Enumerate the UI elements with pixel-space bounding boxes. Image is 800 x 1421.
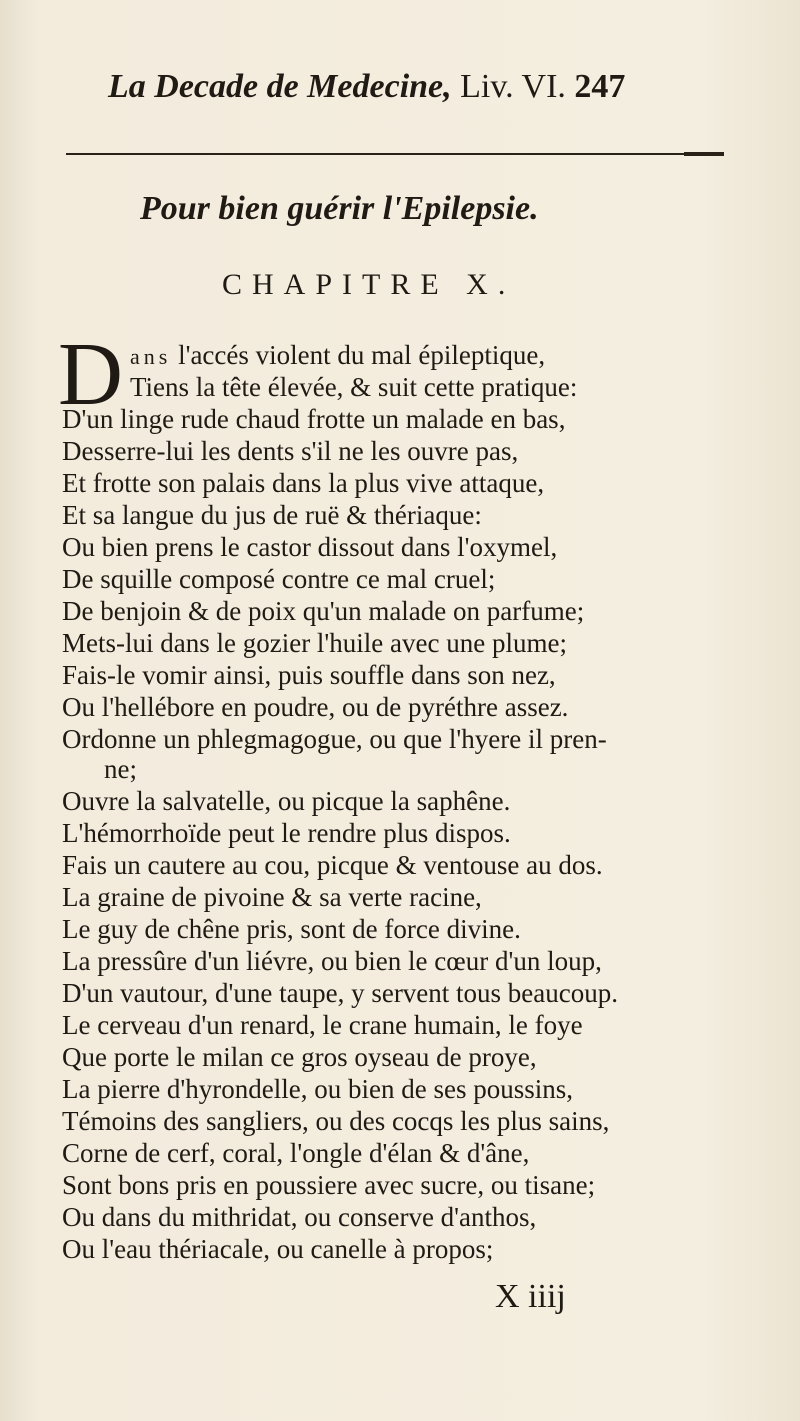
verse-line: Tiens la tête élevée, & suit cette pratique: (130, 372, 578, 402)
verse-line-first (130, 340, 545, 372)
verse-line: Ou l'eau thériacale, ou canelle à propos; (62, 1234, 494, 1264)
verse-line: D'un linge rude chaud frotte un malade en bas, (62, 404, 566, 434)
verse-line: Sont bons pris en poussiere avec sucre, ou tisane; (62, 1170, 596, 1200)
verse-line: Ouvre la salvatelle, ou picque la saphêne. (62, 786, 511, 816)
verse-line: De squille composé contre ce mal cruel; (62, 564, 496, 594)
book-number: Liv. VI. (460, 68, 566, 105)
verse-line: Le guy de chêne pris, sont de force divine. (62, 914, 521, 944)
verse-line: Ordonne un phlegmagogue, ou que l'hyere il pren- (62, 724, 607, 754)
verse-line: La pressûre d'un liévre, ou bien le cœur d'un loup, (62, 946, 602, 976)
verse-line-turnover: ne; (104, 754, 137, 784)
verse-line: Desserre-lui les dents s'il ne les ouvre pas, (62, 436, 519, 466)
verse-line: Ou l'hellébore en poudre, ou de pyréthre assez. (62, 692, 569, 722)
verse-line: L'hémorrhoïde peut le rendre plus dispos. (62, 818, 511, 848)
verse-line: Ou dans du mithridat, ou conserve d'anthos, (62, 1202, 537, 1232)
header-rule (66, 153, 724, 155)
running-header (108, 68, 748, 118)
verse-line: Fais-le vomir ainsi, puis souffle dans son nez, (62, 660, 556, 690)
verse-line: D'un vautour, d'une taupe, y servent tous beaucoup. (62, 978, 619, 1008)
verse-line: La pierre d'hyrondelle, ou bien de ses poussins, (62, 1074, 573, 1104)
page-number: 247 (574, 68, 626, 105)
drop-capital: D (58, 325, 123, 424)
running-title: La Decade de Medecine, (108, 68, 452, 105)
verse-line: Que porte le milan ce gros oyseau de proye, (62, 1042, 537, 1072)
chapter-heading: CHAPITRE X. (222, 268, 516, 301)
verse-line: Et sa langue du jus de ruë & thériaque: (62, 500, 482, 530)
verse-line: Corne de cerf, coral, l'ongle d'élan & d'âne, (62, 1138, 530, 1168)
first-line-text: l'accés violent du mal épileptique, (178, 340, 546, 370)
verse-line: Fais un cautere au cou, picque & ventouse au dos. (62, 850, 603, 880)
verse-line: Le cerveau d'un renard, le crane humain, le foye (62, 1010, 583, 1040)
verse-line: De benjoin & de poix qu'un malade on parfume; (62, 596, 585, 626)
verse-line: Ou bien prens le castor dissout dans l'oxymel, (62, 532, 558, 562)
verse-line: La graine de pivoine & sa verte racine, (62, 882, 482, 912)
first-word-smallcaps: ans (130, 344, 172, 369)
verse-line: Témoins des sangliers, ou des cocqs les plus sains, (62, 1106, 610, 1136)
signature-mark: X iiij (495, 1278, 566, 1315)
verse-line: Et frotte son palais dans la plus vive attaque, (62, 468, 545, 498)
verse-line: Mets-lui dans le gozier l'huile avec une plume; (62, 628, 567, 658)
section-title: Pour bien guérir l'Epilepsie. (140, 190, 539, 227)
